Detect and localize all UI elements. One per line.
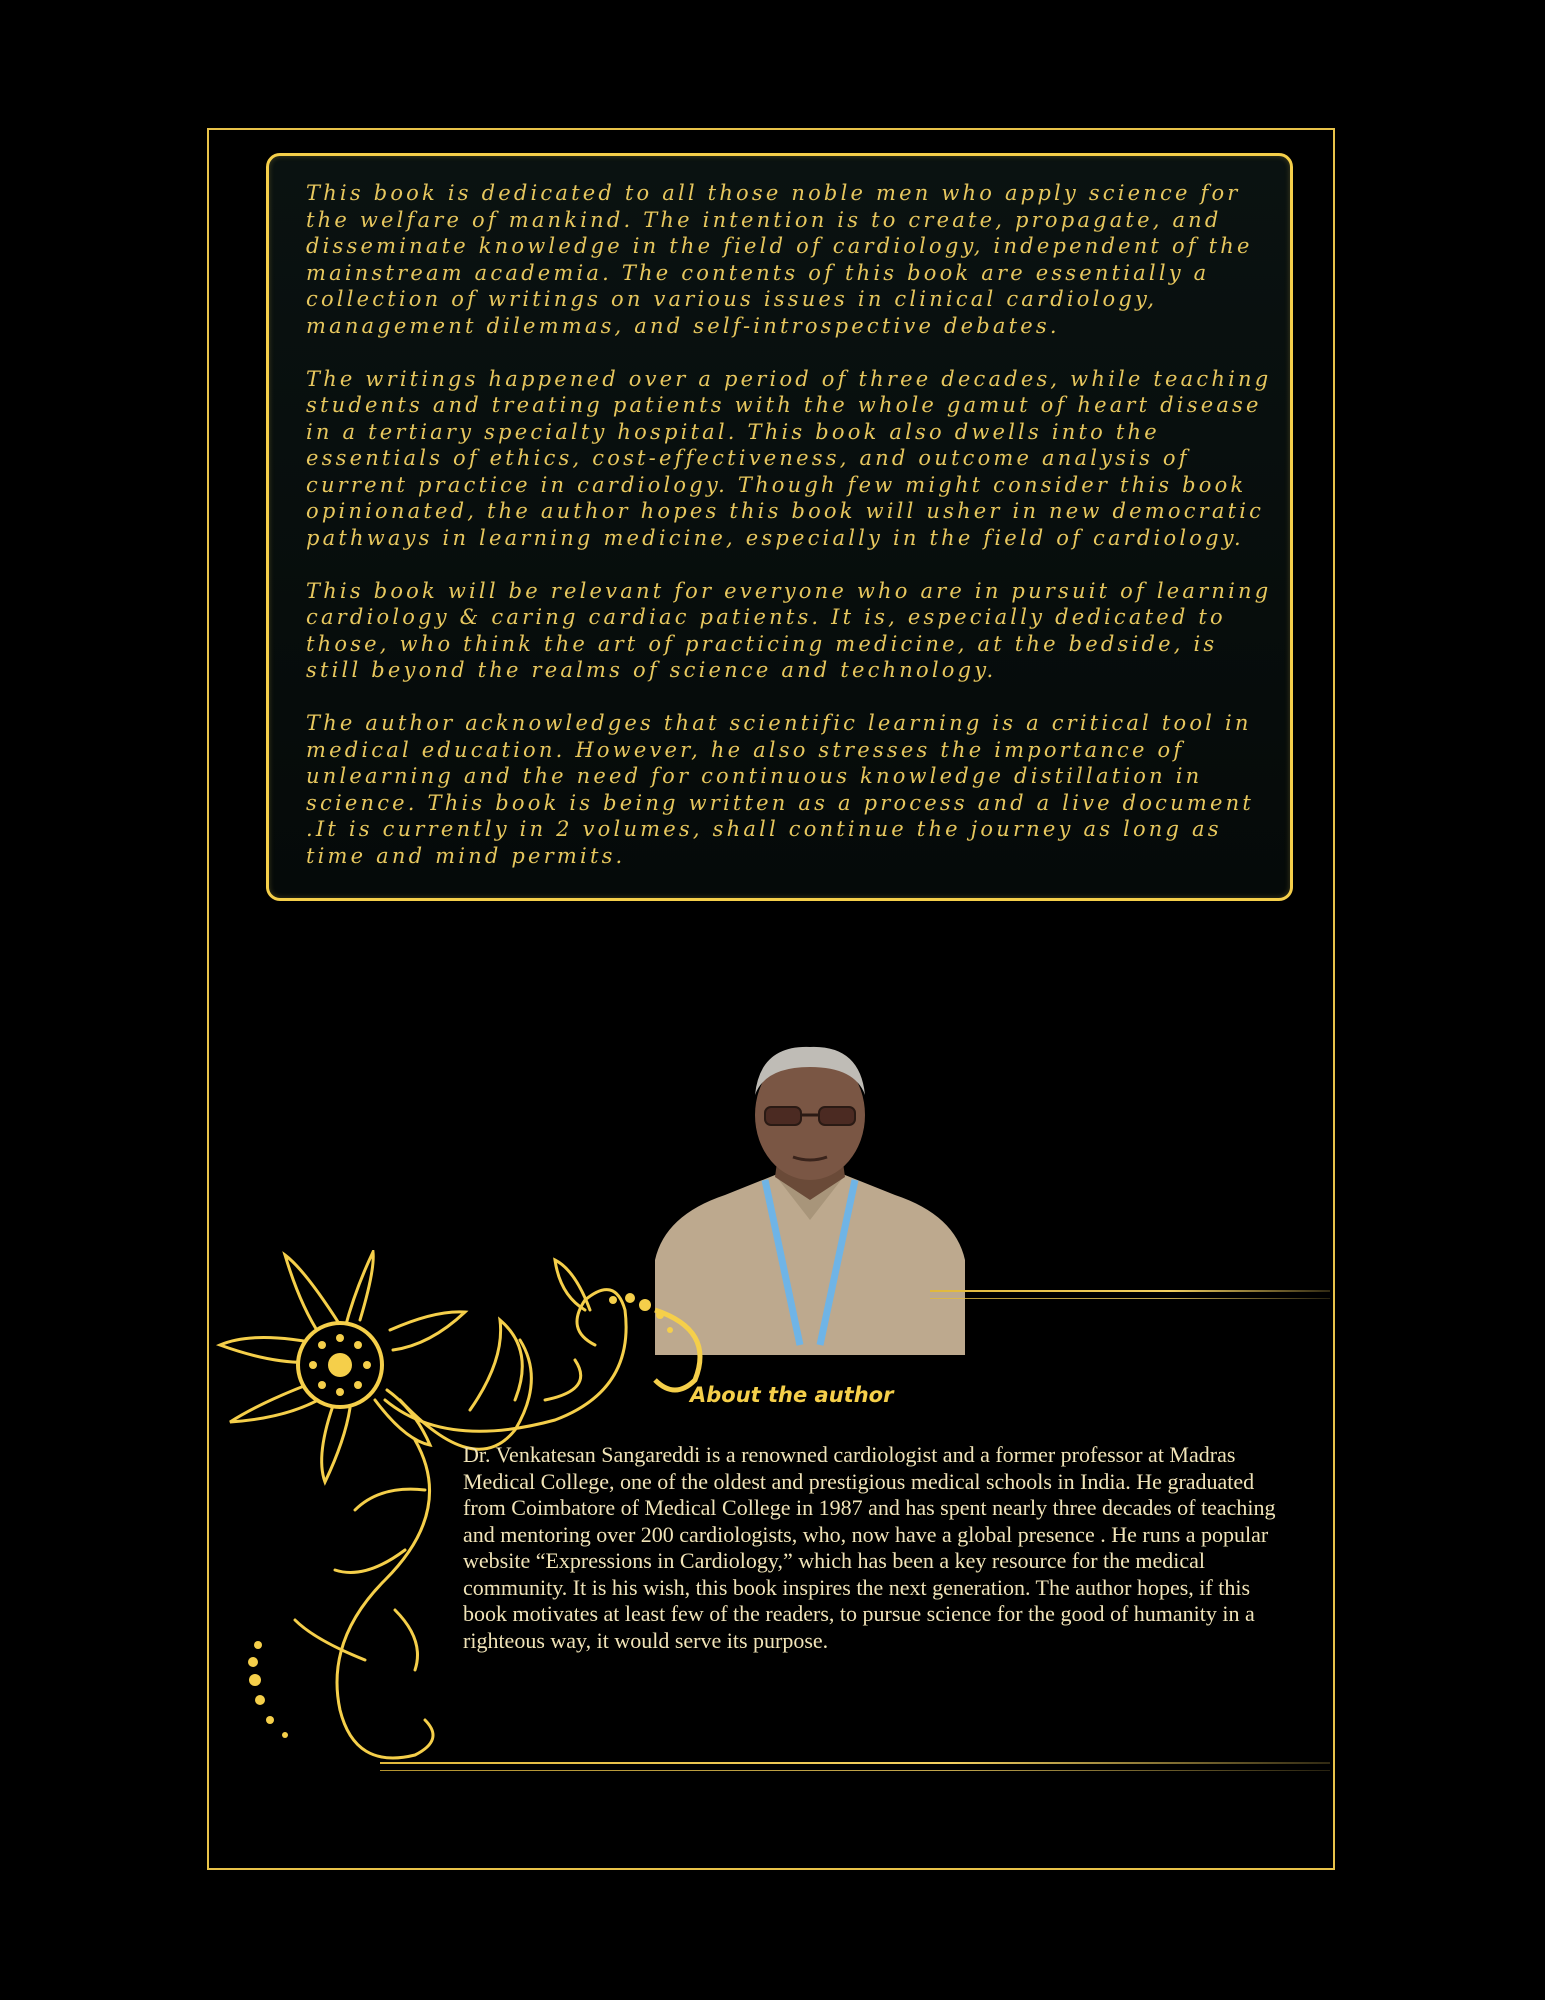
dedication-paragraph-1: This book is dedicated to all those noble men who apply science for the welfare of mankind. The intention is to create, propagate, and disseminate knowledge in the field of cardiology, independent of the mainstream academia. The contents of this book are essentially a collection of writings on various issues in clinical cardiology, management dilemmas, and self-introspective debates. [306, 181, 1253, 338]
about-text [463, 1442, 1293, 1654]
about-paragraph: Dr. Venkatesan Sangareddi is a renowned cardiologist and a former professor at Madras Medical College, one of the oldest and prestigious medical schools in India. He graduated from Coimbatore of Medical College in 1987 and has spent nearly three decades of teaching and mentoring over 200 cardiologists, who, now have a global presence . He runs a popular website “Expressions in Cardiology,” which has been a key resource for the medical community. It is his wish, this book inspires the next generation. The author hopes, if this book motivates at least few of the readers, to pursue science for the good of humanity in a righteous way, it would serve its purpose. [463, 1442, 1276, 1653]
dedication-paragraph-4: The author acknowledges that scientific learning is a critical tool in medical education. However, he also stresses the importance of unlearning and the need for continuous knowledge distillation in science. This book is being written as a process and a live document .It is currently in 2 volumes, shall continue the journey as long as time and mind permits. [306, 711, 1254, 868]
divider-top-line-1 [930, 1290, 1330, 1292]
dedication-text [306, 180, 1276, 896]
about-heading: About the author [690, 1383, 894, 1407]
dedication-paragraph-2: The writings happened over a period of three decades, while teaching students and treating patients with the whole gamut of heart disease in a tertiary specialty hospital. This book also dwells into the essentials of ethics, cost-effectiveness, and outcome analysis of current practice in cardiology. Though few might consider this book opinionated, the author hopes this book will usher in new democratic pathways in learning medicine, especially in the field of cardiology. [306, 366, 1272, 550]
dedication-paragraph-3: This book will be relevant for everyone who are in pursuit of learning cardiology & caring cardiac patients. It is, especially dedicated to those, who think the art of practicing medicine, at the bedside, is still beyond the realms of science and technology. [306, 578, 1272, 682]
divider-top-line-2 [930, 1298, 1330, 1299]
